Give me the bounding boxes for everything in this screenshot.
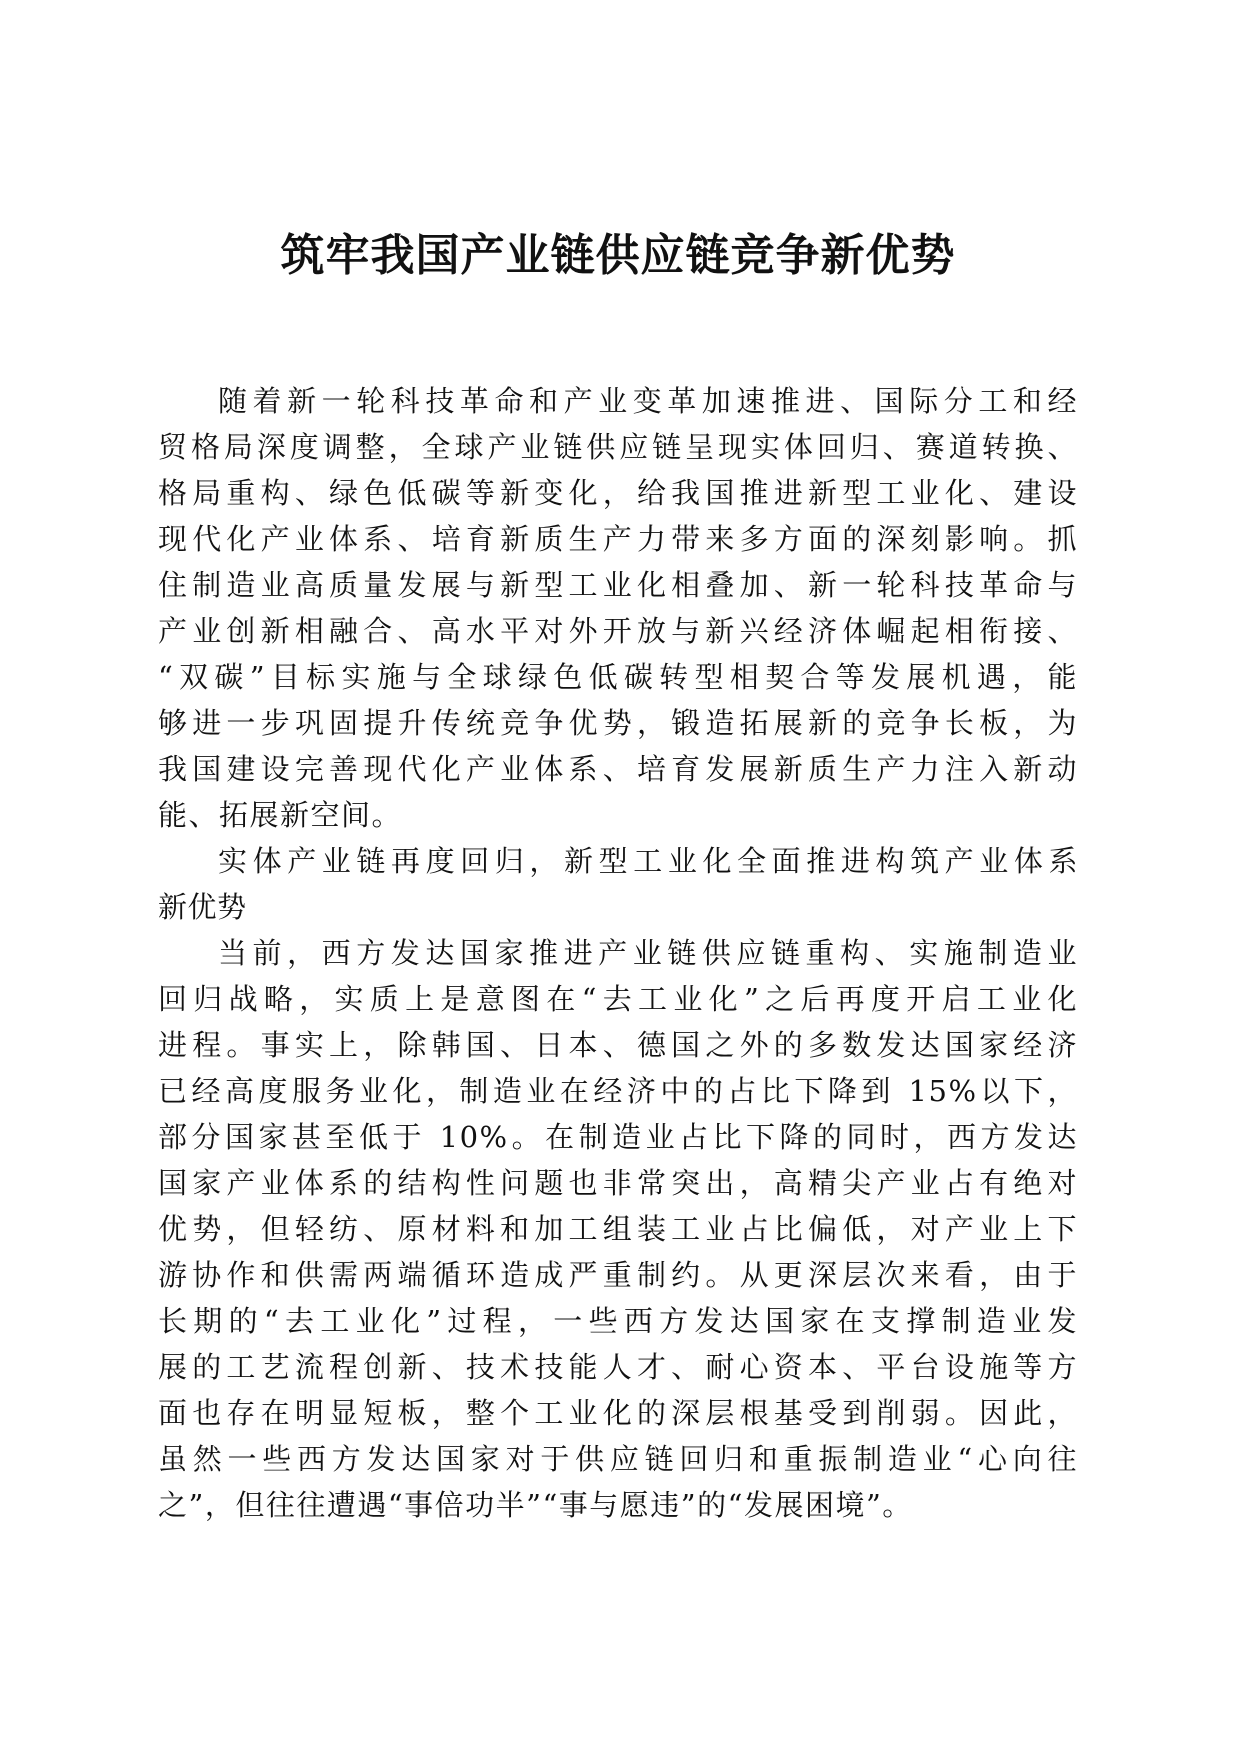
text-line: 随着新一轮科技革命和产业变革加速推进、国际分工和经	[218, 384, 1078, 418]
heading-line: 实体产业链再度回归，新型工业化全面推进构筑产业体系	[218, 844, 1078, 878]
text-line: 我国建设完善现代化产业体系、培育发展新质生产力注入新动	[158, 752, 1078, 786]
text-line: 部分国家甚至低于 10%。在制造业占比下降的同时，西方发达	[158, 1120, 1078, 1154]
document-title: 筑牢我国产业链供应链竞争新优势	[280, 230, 956, 281]
paragraph-section-1	[158, 930, 1078, 1528]
text-line: 回归战略，实质上是意图在“去工业化”之后再度开启工业化	[158, 982, 1078, 1016]
text-line: 能、拓展新空间。	[158, 798, 403, 832]
text-line: 之”，但往往遭遇“事倍功半”“事与愿违”的“发展困境”。	[158, 1488, 913, 1522]
text-line: 进程。事实上，除韩国、日本、德国之外的多数发达国家经济	[158, 1028, 1078, 1062]
text-line: 产业创新相融合、高水平对外开放与新兴经济体崛起相衔接、	[158, 614, 1078, 648]
text-line: 虽然一些西方发达国家对于供应链回归和重振制造业“心向往	[158, 1442, 1078, 1476]
text-line: 格局重构、绿色低碳等新变化，给我国推进新型工业化、建设	[158, 476, 1078, 510]
text-line: 已经高度服务业化，制造业在经济中的占比下降到 15%以下，	[158, 1074, 1078, 1108]
text-line: 贸格局深度调整，全球产业链供应链呈现实体回归、赛道转换、	[158, 430, 1078, 464]
text-line: 国家产业体系的结构性问题也非常突出，高精尖产业占有绝对	[158, 1166, 1078, 1200]
text-line: 长期的“去工业化”过程，一些西方发达国家在支撑制造业发	[158, 1304, 1078, 1338]
text-line: 面也存在明显短板，整个工业化的深层根基受到削弱。因此，	[158, 1396, 1078, 1430]
text-line: 够进一步巩固提升传统竞争优势，锻造拓展新的竞争长板，为	[158, 706, 1078, 740]
text-line: 现代化产业体系、培育新质生产力带来多方面的深刻影响。抓	[158, 522, 1078, 556]
document-body	[158, 378, 1078, 1528]
heading-line: 新优势	[158, 890, 247, 924]
section-heading	[158, 838, 1078, 930]
text-line: “双碳”目标实施与全球绿色低碳转型相契合等发展机遇，能	[158, 660, 1078, 694]
text-line: 游协作和供需两端循环造成严重制约。从更深层次来看，由于	[158, 1258, 1078, 1292]
paragraph-intro	[158, 378, 1078, 838]
text-line: 住制造业高质量发展与新型工业化相叠加、新一轮科技革命与	[158, 568, 1078, 602]
text-line: 展的工艺流程创新、技术技能人才、耐心资本、平台设施等方	[158, 1350, 1078, 1384]
text-line: 当前，西方发达国家推进产业链供应链重构、实施制造业	[218, 936, 1078, 970]
text-line: 优势，但轻纺、原材料和加工组装工业占比偏低，对产业上下	[158, 1212, 1078, 1246]
